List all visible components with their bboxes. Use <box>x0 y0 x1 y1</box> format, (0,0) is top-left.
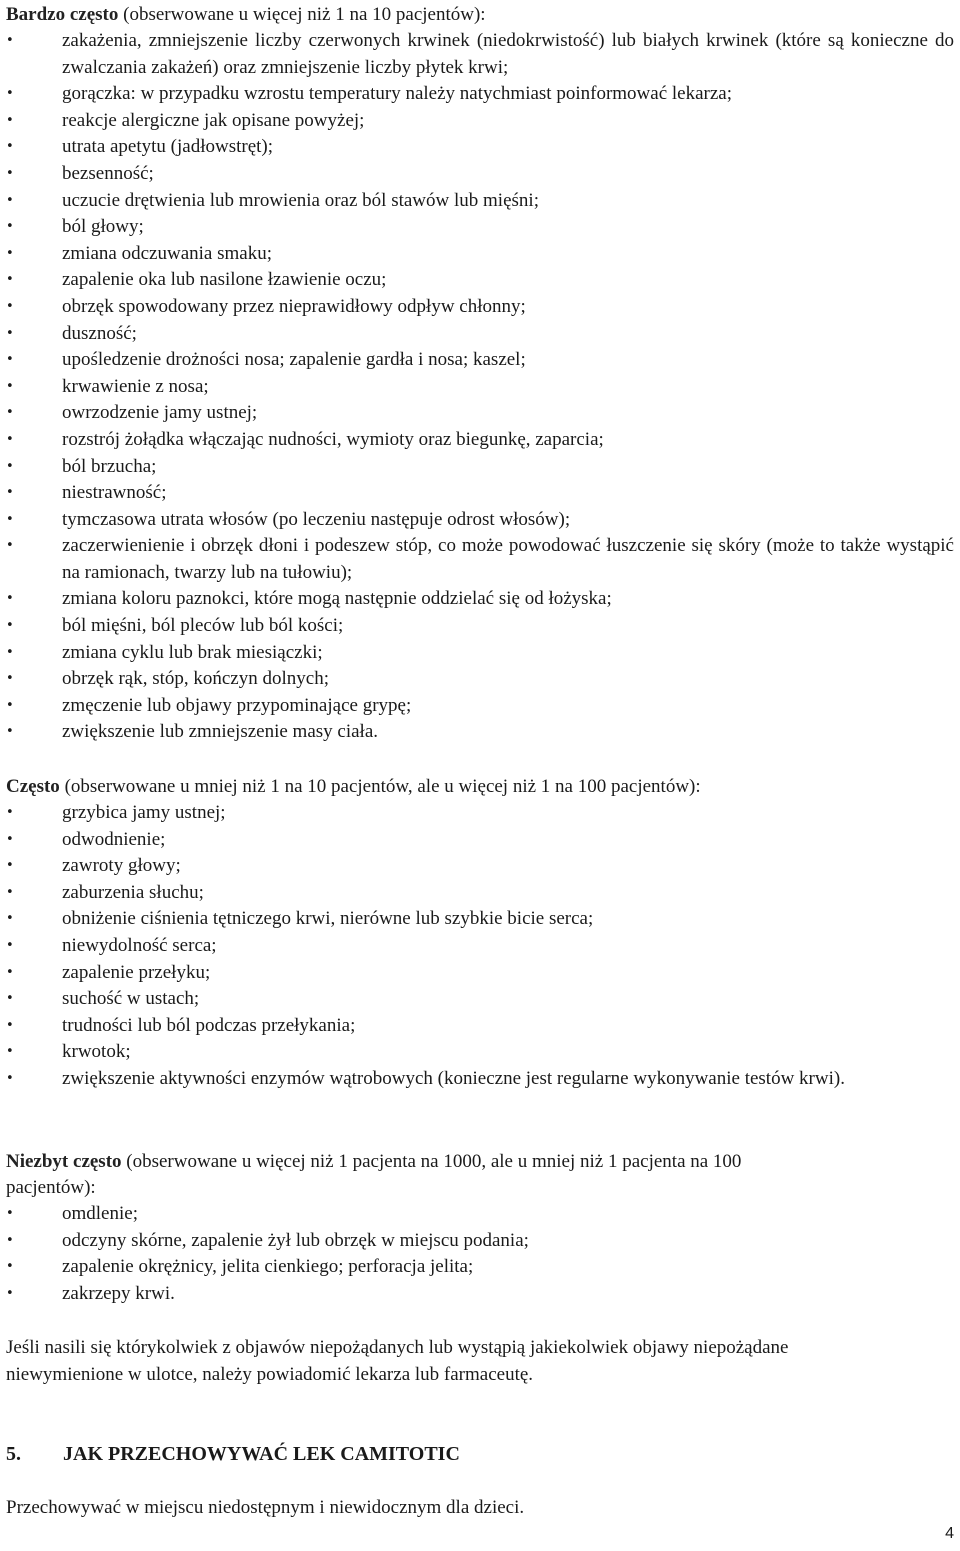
list-item-text: obniżenie ciśnienia tętniczego krwi, nierówne lub szybkie bicie serca; <box>62 908 594 930</box>
list-item-text: gorączka: w przypadku wzrostu temperatury należy natychmiast poinformować lekarza; <box>62 83 733 105</box>
list-item <box>6 533 954 586</box>
list-item-text: suchość w ustach; <box>62 988 200 1010</box>
section-5-title: 5. JAK PRZECHOWYWAĆ LEK CAMITOTIC <box>6 1443 460 1465</box>
bullet-icon: • <box>6 165 14 181</box>
list-item-text: omdlenie; <box>62 1203 138 1224</box>
section-uncommon-heading: Niezbyt często (obserwowane u więcej niż 1 pacjenta na 1000, ale u mniej niż 1 pacjenta na 100 <box>6 1151 742 1172</box>
very-common-list <box>6 28 954 746</box>
list-item <box>6 134 954 161</box>
list-item-text: krwotok; <box>62 1041 131 1063</box>
list-item-text: zmiana odczuwania smaku; <box>62 242 272 264</box>
list-item-text: odwodnienie; <box>62 828 166 850</box>
common-list <box>6 800 954 1093</box>
list-item-text: zmiana koloru paznokci, które mogą następnie oddzielać się od łożyska; <box>62 588 612 610</box>
bullet-icon: • <box>6 991 14 1007</box>
list-item <box>6 427 954 454</box>
list-item-text: obrzęk rąk, stóp, kończyn dolnych; <box>62 668 329 690</box>
closing-paragraph-line2: niewymienione w ulotce, należy powiadomić lekarza lub farmaceutę. <box>6 1364 534 1385</box>
closing-paragraph-line1: Jeśli nasili się którykolwiek z objawów niepożądanych lub wystąpią jakiekolwiek objawy niepożądane <box>6 1337 789 1358</box>
list-item-text: trudności lub ból podczas przełykania; <box>62 1014 356 1036</box>
list-item <box>6 1039 954 1066</box>
section-uncommon-heading-cont: pacjentów): <box>6 1177 96 1198</box>
list-item-text: zapalenie oka lub nasilone łzawienie oczu; <box>62 269 387 291</box>
closing-paragraph <box>6 1334 954 1388</box>
bullet-icon: • <box>6 1017 14 1033</box>
bullet-icon: • <box>6 884 14 900</box>
list-item <box>6 586 954 613</box>
section-5 <box>6 1440 954 1468</box>
list-item-text: zmęczenie lub objawy przypominające grypę; <box>62 694 412 716</box>
bullet-icon: • <box>6 431 14 447</box>
bullet-icon: • <box>6 858 14 874</box>
list-item <box>6 1066 954 1093</box>
list-item-text: niewydolność serca; <box>62 934 217 956</box>
page-number: 4 <box>945 1525 954 1542</box>
bullet-icon: • <box>6 1232 14 1248</box>
list-item <box>6 933 954 960</box>
list-item <box>6 81 954 108</box>
bullet-icon: • <box>6 697 14 713</box>
list-item <box>6 986 954 1013</box>
bullet-icon: • <box>6 33 14 48</box>
list-item <box>6 880 954 907</box>
bullet-icon: • <box>6 511 14 527</box>
bullet-icon: • <box>6 298 14 314</box>
list-item-text: utrata apetytu (jadłowstręt); <box>62 136 274 158</box>
list-item-text: bezsenność; <box>62 162 154 184</box>
bullet-icon: • <box>6 1285 14 1301</box>
list-item <box>6 241 954 268</box>
bullet-icon: • <box>6 911 14 927</box>
list-item <box>6 1254 954 1281</box>
bullet-icon: • <box>6 485 14 501</box>
list-item-text: zapalenie przełyku; <box>62 961 211 983</box>
bullet-icon: • <box>6 644 14 660</box>
list-item <box>6 507 954 534</box>
list-item <box>6 347 954 374</box>
section-uncommon <box>6 1149 954 1307</box>
list-item <box>6 214 954 241</box>
section-common-heading: Często (obserwowane u mniej niż 1 na 10 pacjentów, ale u więcej niż 1 na 100 pacjentów): <box>6 776 701 797</box>
bullet-icon: • <box>6 1259 14 1275</box>
list-item-text: uczucie drętwienia lub mrowienia oraz ból stawów lub mięśni; <box>62 189 539 211</box>
list-item-text: zapalenie okrężnicy, jelita cienkiego; perforacja jelita; <box>62 1256 474 1278</box>
list-item-text: zakażenia, zmniejszenie liczby czerwonych krwinek (niedokrwistość) lub białych krwinek (które są konieczne do zwalczania zakażeń) oraz zmniejszenie liczby płytek krwi; <box>62 30 954 78</box>
bullet-icon: • <box>6 86 14 102</box>
bullet-icon: • <box>6 272 14 288</box>
list-item-text: upośledzenie drożności nosa; zapalenie gardła i nosa; kaszel; <box>62 349 526 371</box>
list-item-text: duszność; <box>62 322 137 344</box>
list-item-text: krwawienie z nosa; <box>62 375 209 397</box>
bullet-icon: • <box>6 964 14 980</box>
list-item <box>6 906 954 933</box>
list-item <box>6 267 954 294</box>
bullet-icon: • <box>6 618 14 634</box>
bullet-icon: • <box>6 219 14 235</box>
section-very-common-heading: Bardzo często (obserwowane u więcej niż 1 na 10 pacjentów): <box>6 4 486 25</box>
list-item <box>6 161 954 188</box>
bullet-icon: • <box>6 805 14 820</box>
list-item <box>6 28 954 81</box>
bullet-icon: • <box>6 378 14 394</box>
bullet-icon: • <box>6 192 14 208</box>
bullet-icon: • <box>6 937 14 953</box>
list-item <box>6 188 954 215</box>
list-item-text: zwiększenie lub zmniejszenie masy ciała. <box>62 721 379 743</box>
bullet-icon: • <box>6 1206 14 1221</box>
bullet-icon: • <box>6 591 14 607</box>
list-item <box>6 400 954 427</box>
uncommon-list <box>6 1201 954 1307</box>
list-item <box>6 454 954 481</box>
list-item-text: owrzodzenie jamy ustnej; <box>62 402 258 424</box>
list-item <box>6 108 954 135</box>
bullet-icon: • <box>6 538 14 554</box>
section-very-common <box>6 2 954 746</box>
section-5-text: Przechowywać w miejscu niedostępnym i niewidocznym dla dzieci. <box>6 1497 525 1518</box>
list-item-text: zaburzenia słuchu; <box>62 881 204 903</box>
list-item-text: obrzęk spowodowany przez nieprawidłowy odpływ chłonny; <box>62 295 526 317</box>
list-item <box>6 827 954 854</box>
bullet-icon: • <box>6 671 14 687</box>
list-item <box>6 1201 954 1228</box>
list-item-text: ból brzucha; <box>62 455 157 477</box>
list-item <box>6 1281 954 1308</box>
list-item <box>6 640 954 667</box>
list-item-text: zwiększenie aktywności enzymów wątrobowych (konieczne jest regularne wykonywanie testów krwi). <box>62 1067 845 1089</box>
list-item-text: odczyny skórne, zapalenie żył lub obrzęk w miejscu podania; <box>62 1229 529 1251</box>
list-item-text: niestrawność; <box>62 482 167 504</box>
list-item <box>6 960 954 987</box>
bullet-icon: • <box>6 831 14 847</box>
list-item <box>6 374 954 401</box>
list-item-text: tymczasowa utrata włosów (po leczeniu następuje odrost włosów); <box>62 508 571 530</box>
list-item <box>6 1013 954 1040</box>
bullet-icon: • <box>6 1044 14 1060</box>
list-item-text: zawroty głowy; <box>62 855 181 877</box>
list-item <box>6 693 954 720</box>
list-item-text: rozstrój żołądka włączając nudności, wymioty oraz biegunkę, zaparcia; <box>62 428 604 450</box>
list-item <box>6 800 954 827</box>
list-item <box>6 613 954 640</box>
list-item <box>6 666 954 693</box>
section-common <box>6 774 954 1093</box>
bullet-icon: • <box>6 1070 14 1086</box>
list-item <box>6 719 954 746</box>
list-item <box>6 853 954 880</box>
bullet-icon: • <box>6 352 14 368</box>
list-item-text: ból mięśni, ból pleców lub ból kości; <box>62 615 344 637</box>
bullet-icon: • <box>6 139 14 155</box>
bullet-icon: • <box>6 245 14 261</box>
list-item <box>6 294 954 321</box>
bullet-icon: • <box>6 724 14 740</box>
bullet-icon: • <box>6 405 14 421</box>
list-item-text: zakrzepy krwi. <box>62 1282 175 1304</box>
list-item-text: reakcje alergiczne jak opisane powyżej; <box>62 109 365 131</box>
list-item-text: ból głowy; <box>62 216 144 238</box>
list-item <box>6 321 954 348</box>
bullet-icon: • <box>6 458 14 474</box>
list-item <box>6 480 954 507</box>
bullet-icon: • <box>6 112 14 128</box>
list-item-text: zmiana cyklu lub brak miesiączki; <box>62 641 323 663</box>
list-item-text: zaczerwienienie i obrzęk dłoni i podeszew stóp, co może powodować łuszczenie się skóry (może to także wystąpić na ramionach, twarzy lub na tułowiu); <box>62 535 954 583</box>
bullet-icon: • <box>6 325 14 341</box>
list-item <box>6 1228 954 1255</box>
list-item-text: grzybica jamy ustnej; <box>62 802 226 823</box>
